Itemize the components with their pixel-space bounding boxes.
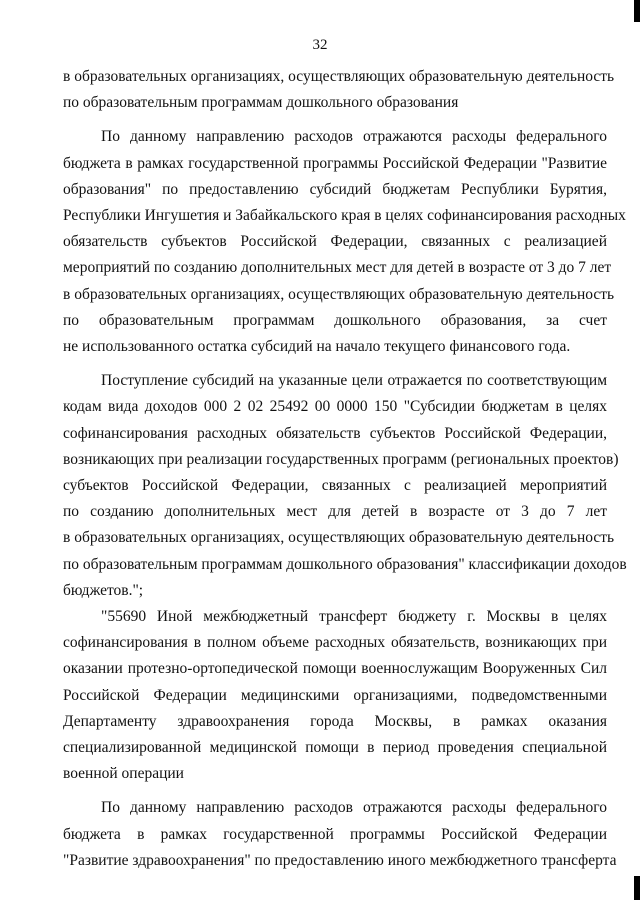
text-line: в образовательных организациях, осуществляющих образовательную деятельность bbox=[63, 529, 615, 547]
text-line: возникающих при реализации государственных программ (региональных проектов) bbox=[63, 450, 619, 468]
text-line: обязательств субъектов Российской Федерации, связанных с реализацией bbox=[63, 233, 607, 251]
text-line: "55690 Иной межбюджетный трансферт бюджету г. Москвы в целях bbox=[101, 608, 607, 626]
text-line: специализированной медицинской помощи в период проведения специальной bbox=[63, 739, 607, 757]
text-line: бюджетов."; bbox=[63, 581, 144, 599]
text-line: софинансирования расходных обязательств субъектов Российской Федерации, bbox=[63, 424, 607, 442]
text-line: по образовательным программам дошкольного образования" классификации доходов bbox=[63, 555, 627, 573]
text-line: Российской Федерации медицинскими организациями, подведомственными bbox=[63, 686, 607, 704]
text-line: оказании протезно-ортопедической помощи военнослужащим Вооруженных Сил bbox=[63, 660, 607, 678]
text-line: По данному направлению расходов отражаются расходы федерального bbox=[101, 128, 607, 146]
paragraph-3 bbox=[63, 368, 627, 604]
scan-edge-mark bbox=[634, 876, 640, 900]
page-number: 32 bbox=[312, 37, 328, 53]
text-line: по образовательным программам дошкольного образования, за счет bbox=[63, 311, 607, 329]
text-line: по образовательным программам дошкольного образования bbox=[63, 94, 459, 112]
text-line: Республики Ингушетия и Забайкальского края в целях софинансирования расходных bbox=[63, 207, 626, 225]
text-line: кодам вида доходов 000 2 02 25492 00 0000 150 "Субсидии бюджетам в целях bbox=[63, 398, 607, 416]
text-line: не использованного остатка субсидий на начало текущего финансового года. bbox=[63, 338, 571, 356]
text-line: мероприятий по созданию дополнительных мест для детей в возрасте от 3 до 7 лет bbox=[63, 259, 612, 277]
text-line: военной операции bbox=[63, 765, 184, 783]
document-body bbox=[63, 64, 627, 874]
text-line: в образовательных организациях, осуществляющих образовательную деятельность bbox=[63, 68, 615, 85]
text-line: субъектов Российской Федерации, связанных с реализацией мероприятий bbox=[63, 477, 607, 495]
text-line: софинансирования в полном объеме расходных обязательств, возникающих при bbox=[63, 634, 607, 652]
text-line: бюджета в рамках государственной программы Российской Федерации "Развитие bbox=[63, 154, 607, 172]
text-line: По данному направлению расходов отражаются расходы федерального bbox=[101, 799, 607, 817]
text-line: Департаменту здравоохранения города Москвы, в рамках оказания bbox=[63, 712, 607, 730]
paragraph-2 bbox=[63, 124, 626, 360]
paragraph-5 bbox=[63, 795, 617, 874]
text-line: "Развитие здравоохранения" по предоставлению иного межбюджетного трансферта bbox=[63, 851, 617, 869]
paragraph-4 bbox=[63, 604, 607, 787]
text-line: в образовательных организациях, осуществляющих образовательную деятельность bbox=[63, 285, 615, 303]
scan-edge-mark bbox=[634, 0, 640, 22]
text-line: по созданию дополнительных мест для детей в возрасте от 3 до 7 лет bbox=[63, 503, 607, 521]
paragraph-1 bbox=[63, 64, 615, 116]
text-line: Поступление субсидий на указанные цели отражается по соответствующим bbox=[101, 372, 607, 390]
text-line: образования" по предоставлению субсидий бюджетам Республики Бурятия, bbox=[63, 180, 607, 198]
text-line: бюджета в рамках государственной программы Российской Федерации bbox=[63, 825, 607, 843]
